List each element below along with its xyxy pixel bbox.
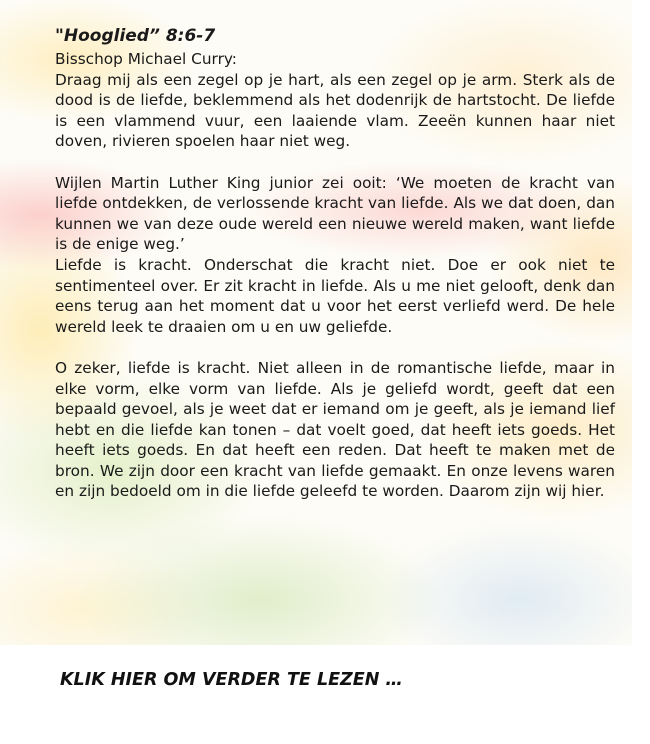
paragraph-gap	[55, 337, 615, 358]
article-body	[55, 23, 615, 502]
speaker-label: Bisschop Michael Curry:	[55, 50, 237, 68]
paragraph-1: Draag mij als een zegel op je hart, als een zegel op je arm. Sterk als de dood is de liefde, beklemmend als het dodenrijk de hartstocht. De liefde is een vlammend vuur, een laaiende vlam. Zeeën kunnen haar niet doven, rivieren spoelen haar niet weg.	[55, 70, 615, 151]
paragraph-2: Wijlen Martin Luther King junior zei ooit: ‘We moeten de kracht van liefde ontdekken, de verlossende kracht van liefde. Als we dat doen, dan kunnen we van deze oude wereld een nieuwe wereld maken, want liefde is de enige weg.’	[55, 173, 615, 254]
paragraph-4: O zeker, liefde is kracht. Niet alleen in de romantische liefde, maar in elke vorm, elke vorm van liefde. Als je geliefd wordt, geeft dat een bepaald gevoel, als je weet dat er iemand om je geeft, als je iemand lief hebt en die liefde kan tonen – dat voelt goed, dat heeft iets goeds. Het heeft iets goeds. En dat heeft een reden. Dat heeft te maken met de bron. We zijn door een kracht van liefde gemaakt. En onze levens waren en zijn bedoeld om in die liefde geleefd te worden. Daarom zijn wij hier.	[55, 358, 615, 501]
article-title: "Hooglied” 8:6-7	[55, 26, 216, 46]
paragraph-gap	[55, 152, 615, 173]
read-more-link[interactable]: KLIK HIER OM VERDER TE LEZEN …	[60, 670, 403, 690]
paragraph-3: Liefde is kracht. Onderschat die kracht niet. Doe er ook niet te sentimenteel over. Er zit kracht in liefde. Als u me niet gelooft, denk dan eens terug aan het moment dat u voor het eerst verliefd werd. De hele wereld leek te draaien om u en uw geliefde.	[55, 255, 615, 336]
